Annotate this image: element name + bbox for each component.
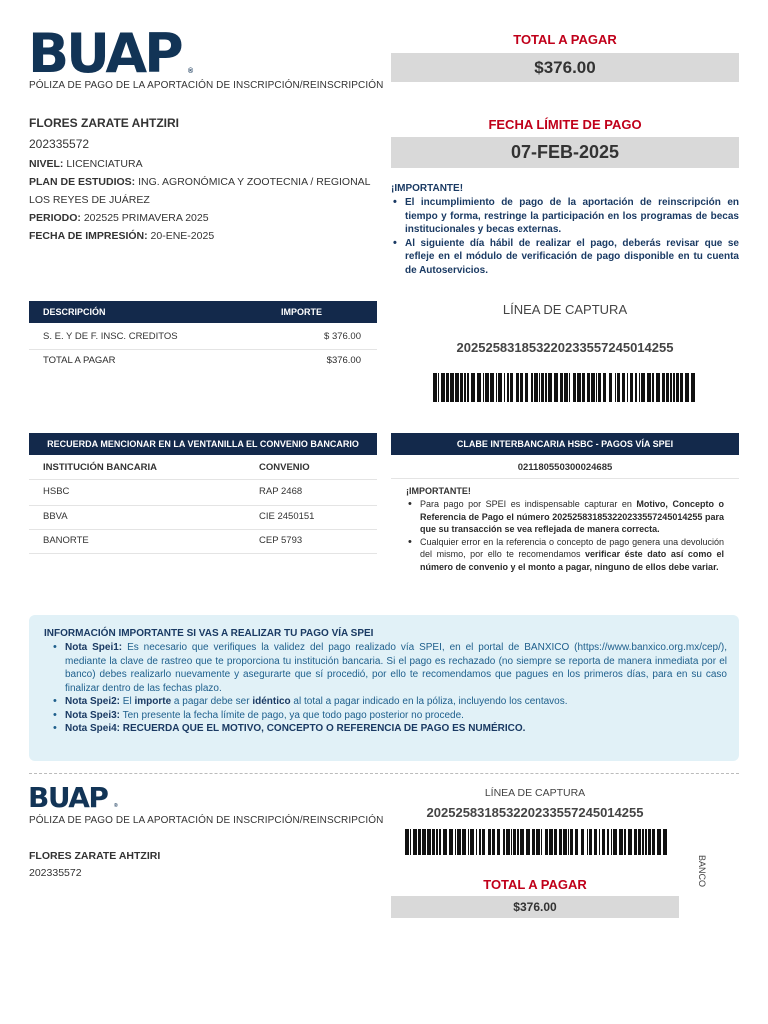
spei-info-box	[29, 615, 739, 761]
impresion-value: 20-ENE-2025	[150, 230, 215, 242]
spei-note-2-a: El	[120, 696, 135, 707]
spei-note-1-label: Nota Spei1:	[65, 642, 123, 653]
spei-note-1	[51, 641, 727, 695]
clabe-imp-item	[406, 498, 724, 536]
clabe-item1-a: Para pago por SPEI es indispensable capturar en	[420, 499, 637, 509]
spei-note-2-d: idéntico	[252, 696, 291, 707]
stub-student-id: 202335572	[29, 867, 82, 879]
importante-item: • El incumplimiento de pago de la aportación de reinscripción en tiempo y forma, restringe la participación en los programas de becas institucionales y becas externas.	[391, 196, 739, 237]
stub-total-value: $376.00	[391, 896, 679, 918]
clabe-imp-title: ¡IMPORTANTE!	[406, 486, 471, 496]
clabe-imp-item	[406, 536, 724, 574]
charge-total-desc: TOTAL A PAGAR	[43, 355, 116, 366]
bank-row	[29, 482, 377, 506]
barcode	[433, 373, 697, 402]
bank-col-header	[29, 458, 377, 480]
poliza-title: PÓLIZA DE PAGO DE LA APORTACIÓN DE INSCRIPCIÓN/REINSCRIPCIÓN	[29, 80, 384, 91]
clabe-item2-b: verificar éste dato así como el número de convenio y el monto a pagar, ninguno de ellos debe variar.	[420, 549, 724, 572]
registered-mark-small: ®	[114, 803, 118, 809]
importante-item: • Al siguiente día hábil de realizar el pago, deberás revisar que se refleje en el módulo de verificación de pago disponible en tu cuenta de Autoservicios.	[391, 237, 739, 278]
linea-label: LÍNEA DE CAPTURA	[502, 302, 628, 317]
spei-title: INFORMACIÓN IMPORTANTE SI VAS A REALIZAR TU PAGO VÍA SPEI	[44, 628, 374, 639]
student-info	[29, 155, 374, 245]
bank-name: HSBC	[43, 486, 70, 497]
spei-note-3-text: Ten presente la fecha límite de pago, ya que todo pago posterior no procede.	[120, 709, 464, 721]
buap-logo: BUAP	[28, 22, 181, 85]
spei-note-4-text: RECUERDA QUE EL MOTIVO, CONCEPTO O REFERENCIA DE PAGO ES NUMÉRICO.	[120, 723, 526, 734]
clabe-divider	[391, 478, 739, 479]
bank-convenio: CEP 5793	[259, 535, 303, 546]
barcode-space	[695, 373, 696, 402]
student-name: FLORES ZARATE AHTZIRI	[29, 116, 179, 130]
importante-block	[391, 183, 739, 277]
bank-header: RECUERDA MENCIONAR EN LA VENTANILLA EL CONVENIO BANCARIO	[29, 433, 377, 455]
charge-total-importe: $376.00	[326, 355, 361, 366]
header-descripcion: DESCRIPCIÓN	[43, 307, 106, 317]
charge-total-row	[29, 350, 377, 372]
col-institucion: INSTITUCIÓN BANCARIA	[43, 462, 157, 473]
spei-note-1-text: Es necesario que verifiques la validez del pago realizado vía SPEI, en el portal de BANXICO (https://www.banxico.org.mx/cep/), mediante la clave de rastreo que te proporciona tu institución bancaria. Si el pago es rechazado (no siempre se reporta de manera inmediata por el banco) debes realizarlo nuevamente y asegurarte que sí procedió, por ello te recomendamos que pagues en los primeros días, para en su caso finalizar dentro de las fechas plazo.	[65, 642, 728, 694]
poliza-title-stub: PÓLIZA DE PAGO DE LA APORTACIÓN DE INSCRIPCIÓN/REINSCRIPCIÓN	[29, 815, 384, 826]
bank-name: BBVA	[43, 511, 68, 522]
total-label: TOTAL A PAGAR	[513, 32, 617, 47]
spei-note-3	[51, 709, 727, 723]
bank-convenio: RAP 2468	[259, 486, 303, 497]
bank-name: BANORTE	[43, 535, 89, 546]
bank-row	[29, 506, 377, 530]
spei-note-2-c: a pagar debe ser	[171, 696, 253, 707]
bank-row	[29, 530, 377, 554]
spei-note-2-label: Nota Spei2:	[65, 696, 121, 707]
banco-vertical-label: BANCO	[697, 854, 707, 887]
spei-note-3-label: Nota Spei3:	[65, 709, 121, 721]
charges-header	[29, 301, 377, 323]
impresion-label: FECHA DE IMPRESIÓN:	[29, 230, 148, 242]
stub-linea-value: 202525831853220233557245014255	[426, 805, 644, 820]
fecha-label: FECHA LÍMITE DE PAGO	[488, 117, 642, 132]
cut-line	[29, 773, 739, 774]
nivel-label: NIVEL:	[29, 158, 64, 170]
plan-label: PLAN DE ESTUDIOS:	[29, 176, 136, 188]
nivel-value: LICENCIATURA	[66, 158, 143, 170]
spei-note-2-e: al total a pagar indicado en la póliza, incluyendo los centavos.	[290, 696, 568, 707]
spei-note-2	[51, 695, 727, 709]
fecha-value: 07-FEB-2025	[391, 137, 739, 168]
spei-note-4	[51, 722, 727, 736]
clabe-importante	[406, 486, 724, 573]
header-importe: IMPORTE	[281, 307, 323, 317]
plan-value: ING. AGRONÓMICA Y ZOOTECNIA / REGIONAL LOS REYES DE JUÁREZ	[29, 176, 371, 206]
bank-convenio: CIE 2450151	[259, 511, 315, 522]
stub-student-name: FLORES ZARATE AHTZIRI	[29, 850, 161, 862]
registered-mark: ®	[188, 68, 194, 75]
clabe-item2-a: Cualquier error en la referencia o concepto de pago genera una devolución del mismo, por ello te recomendamos	[420, 536, 724, 559]
importante-title: ¡IMPORTANTE!	[391, 183, 464, 194]
periodo-value: 202525 PRIMAVERA 2025	[83, 212, 209, 224]
clabe-item1-b: Motivo, Concepto o Referencia de Pago el número 202525831853220233557245014255 para que su transacción se vea reflejada de manera correcta.	[420, 499, 724, 534]
col-convenio: CONVENIO	[259, 462, 310, 473]
stub-linea-label: LÍNEA DE CAPTURA	[484, 787, 586, 799]
linea-value: 202525831853220233557245014255	[456, 340, 674, 355]
stub-total-label: TOTAL A PAGAR	[483, 877, 587, 892]
periodo-label: PERIODO:	[29, 212, 81, 224]
total-value: $376.00	[391, 53, 739, 82]
buap-logo-small: BUAP	[28, 781, 108, 814]
charge-desc: S. E. Y DE F. INSC. CREDITOS	[43, 331, 178, 342]
charge-row	[29, 326, 377, 350]
charge-importe: $ 376.00	[324, 331, 361, 342]
barcode-space	[667, 829, 668, 855]
stub-barcode	[405, 829, 669, 855]
clabe-header: CLABE INTERBANCARIA HSBC - PAGOS VÍA SPEI	[391, 433, 739, 455]
spei-note-4-label: Nota Spei4:	[65, 723, 121, 734]
student-id: 202335572	[29, 137, 90, 151]
spei-note-2-b: importe	[134, 696, 172, 707]
clabe-value: 021180550300024685	[517, 462, 613, 473]
